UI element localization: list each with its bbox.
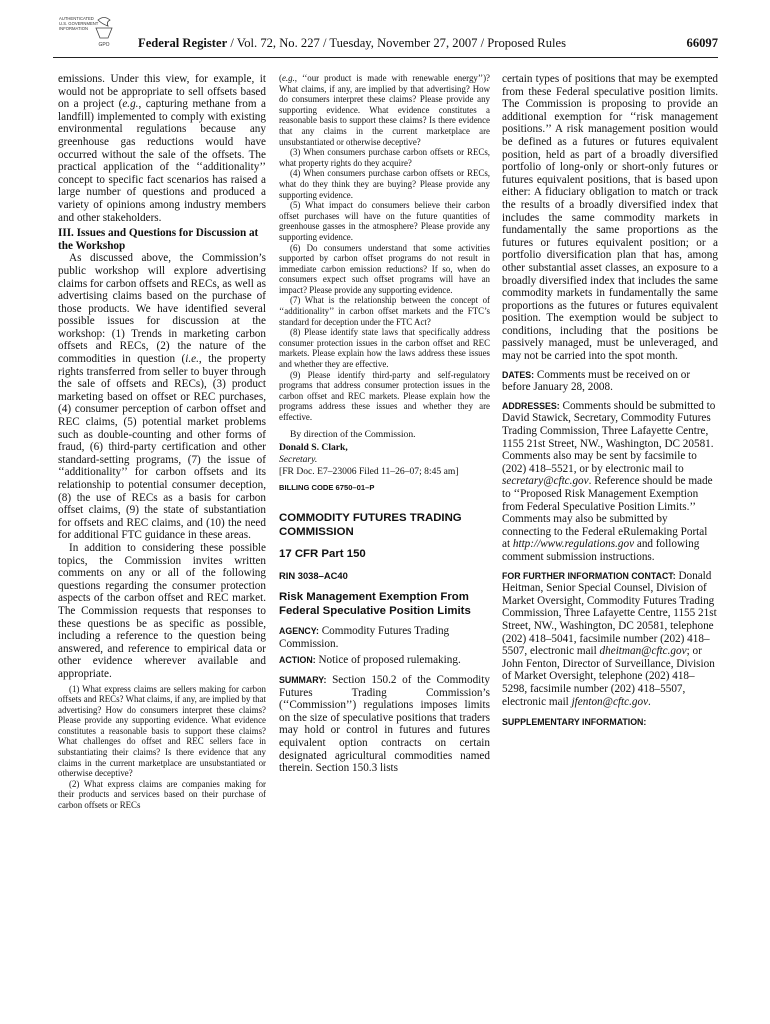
- contact-paragraph: FOR FURTHER INFORMATION CONTACT: Donald Heitman, Senior Special Counsel, Division of Market Oversight, Commodity Futures Trading Commission, Three Lafayette Centre, 1155 21st Street, NW., Washington, DC 20581, telephone (202) 418–5041, facsimile number (202) 418–5507, electronic mail dheitman@cftc.gov; or John Fenton, Director of Surveillance, Division of Market Oversight, telephone (202) 418–5298, facsimile number (202) 418–5507, electronic mail jfenton@cftc.gov.: [502, 569, 717, 708]
- rin-number: RIN 3038–AC40: [279, 569, 348, 581]
- question-item: (5) What impact do consumers believe their carbon offset purchases will have on the future quantities of greenhouse gasses in the atmosphere? Please provide any supporting evidence.: [279, 200, 490, 242]
- volume-issue: Vol. 72, No. 227: [236, 36, 320, 50]
- question-item: (e.g., ‘‘our product is made with renewable energy’’)? What claims, if any, are implied by that advertising? How do consumers interpret these claims? Please provide any supporting evidence. What evidence constitutes a reasonable basis to support these claims? Is there evidence that any claims in the current marketplace are unsubstantiated or otherwise deceptive?: [279, 73, 490, 147]
- email-link: dheitman@cftc.gov: [599, 645, 687, 658]
- question-item: (2) What express claims are companies making for their products and services based on their purchase of carbon offsets or RECs: [58, 778, 266, 811]
- section-heading: III. Issues and Questions for Discussion at the Workshop: [58, 227, 259, 252]
- logo-line4: GPO: [98, 42, 110, 48]
- paragraph: certain types of positions that may be exempted from these Federal speculative position limits. The Commission is proposing to provide an additional exemption for ‘‘risk management positions.’’ A risk management position would be defined as a futures or futures equivalent position, held as part of a broadly diversified portfolio of long-only or short-only futures or futures equivalent positions, that is based upon either: A fiduciary obligation to match or track the results of a broadly diversified index that includes the same commodity markets in fundamentally the same proportions as the futures or futures equivalent position; or a portfolio diversification plan that has, among other substantial asset classes, an exposure to a broadly diversified index that includes the same commodity markets in fundamentally the same proportions as the futures or futures equivalent position. The exemption would be subject to conditions, including that the positions be passively managed, must be unleveraged, and may not be carried into the spot month.: [502, 73, 718, 363]
- supplementary-label: SUPPLEMENTARY INFORMATION:: [502, 717, 647, 728]
- question-item: (1) What express claims are sellers making for carbon offsets and RECs? What claims, if any, are implied by that advertising? How do consumers interpret these claims? Please provide any supporting evidence. What evidence constitutes a reasonable basis to support these claims? What challenges do offset and REC sellers face in substantiating their claims? Is there evidence that any claims in the current marketplace are unsubstantiated or otherwise deceptive?: [58, 683, 266, 779]
- fr-doc-line: [FR Doc. E7–23006 Filed 11–26–07; 8:45 am]: [279, 466, 459, 478]
- paragraph: In addition to considering these possible topics, the Commission invites written comments on any or all of the following questions regarding the consumer protection aspects of the carbon offset and REC market. The Commission requests that responses to these questions be as specific as possible, including a reference to the question being answered, and reference to empirical data or other evidence wherever available and appropriate.: [58, 541, 266, 680]
- running-header: [138, 36, 718, 52]
- question-item: (3) When consumers purchase carbon offsets or RECs, what property rights do they acquire?: [279, 147, 490, 168]
- question-item: (9) Please identify third-party and self-regulatory programs that address consumer protection issues in the carbon offset and REC markets. Please explain how the programs address these issues and whether they are effective.: [279, 369, 490, 422]
- column-2: [279, 73, 490, 775]
- logo-line2: U.S. GOVERNMENT: [59, 21, 99, 26]
- billing-code: BILLING CODE 6750–01–P: [279, 483, 375, 493]
- agency-heading: COMMODITY FUTURES TRADING COMMISSION: [279, 512, 462, 538]
- rule-title: Risk Management Exemption From Federal Speculative Position Limits: [279, 591, 471, 617]
- logo-line3: INFORMATION: [59, 26, 88, 31]
- question-item: (4) When consumers purchase carbon offsets or RECs, what do they think they are buying? Please provide any supporting evidence.: [279, 168, 490, 200]
- signer-title: Secretary.: [279, 454, 318, 466]
- summary-paragraph: SUMMARY: Section 150.2 of the Commodity Futures Trading Commission’s (‘‘Commission’’) regulations imposes limits on the size of speculative positions that traders may hold or control in futures and futures equivalent option contracts on certain designated agricultural commodities named therein. Section 150.3 lists: [279, 673, 490, 775]
- gpo-authenticated-logo: [58, 14, 124, 48]
- direction-line: By direction of the Commission.: [290, 428, 416, 440]
- email-link: secretary@cftc.gov: [502, 475, 589, 488]
- url-link: http://www.regulations.gov: [512, 538, 635, 551]
- header-rule: [53, 57, 718, 58]
- agency-line: AGENCY: Commodity Futures Trading Commission.: [279, 625, 450, 650]
- cfr-part: 17 CFR Part 150: [279, 548, 366, 561]
- action-line: ACTION: Notice of proposed rulemaking.: [279, 654, 461, 667]
- gpo-eagle-icon: [58, 14, 124, 48]
- question-item: (8) Please identify state laws that specifically address consumer protection issues in the carbon offset and REC markets. Please explain how the laws address these issues and whether they are effective.: [279, 327, 490, 370]
- column-3: [502, 73, 718, 729]
- issue-date: Tuesday, November 27, 2007: [329, 36, 478, 50]
- journal-name: Federal Register: [138, 36, 228, 50]
- signer-name: Donald S. Clark,: [279, 442, 348, 454]
- question-item: (6) Do consumers understand that some activities supported by carbon offset programs do not result in immediate carbon emission reductions? If so, when do consumers expect such offset programs will have an impact? Please provide any supporting evidence.: [279, 242, 490, 295]
- header-citation: Federal Register / Vol. 72, No. 227 / Tuesday, November 27, 2007 / Proposed Rules: [138, 36, 566, 50]
- dates-paragraph: DATES: Comments must be received on or before January 28, 2008.: [502, 368, 691, 394]
- logo-line1: AUTHENTICATED: [59, 16, 94, 21]
- paragraph: As discussed above, the Commission’s public workshop will explore advertising claims for carbon offsets and RECs, as well as advertising claims based on the purchase of those products. We have identified several possible issues for discussion at the workshop: (1) Trends in marketing carbon offsets and RECs, (2) the nature of the commodities in question (i.e., the property rights transferred from seller to buyer through the sale of offsets and RECs), (3) product marketing based on offset or REC purchases, (4) consumer perception of carbon offset and REC claims, (5) potential market problems such as double-counting and other forms of fraud, (6) third-party certification and other standard-setting programs, (7) the issue of ‘‘additionality’’ for carbon offsets and its relationship to potential consumer deception, (8) the use of RECs as a basis for carbon offset claims, (9) the state of substantiation for offsets and REC claims, and (10) the need for additional FTC guidance in these areas.: [58, 252, 266, 542]
- column-1: [58, 73, 266, 811]
- addresses-paragraph: ADDRESSES: Comments should be submitted to David Stawick, Secretary, Commodity Futures Trading Commission, Three Lafayette Centre, 1155 21st Street, NW., Washington, DC 20581. Comments also may be sent by facsimile to (202) 418–5521, or by electronic mail to secretary@cftc.gov. Reference should be made to ‘‘Proposed Risk Management Exemption from Federal Speculative Position Limits.’’ Comments may also be submitted by connecting to the Federal eRulemaking Portal at http://www.regulations.gov and following comment submission instructions.: [502, 399, 716, 563]
- section-name: Proposed Rules: [487, 36, 566, 50]
- paragraph: emissions. Under this view, for example, it would not be appropriate to sell offsets based on a project (e.g., capturing methane from a landfill) implemented to comply with existing environmental regulations because any greenhouse gas reductions would have occurred without the sale of the offsets. The practical application of the ‘‘additionality’’ concept to specific fact scenarios has raised a large number of questions and produced a variety of opinions among industry members and other stakeholders.: [58, 73, 266, 224]
- page-number: 66097: [686, 36, 718, 50]
- email-link: jfenton@cftc.gov: [571, 695, 649, 708]
- question-item: (7) What is the relationship between the concept of ‘‘additionality’’ in carbon offset markets and the FTC’s standard for deception under the FTC Act?: [279, 295, 490, 327]
